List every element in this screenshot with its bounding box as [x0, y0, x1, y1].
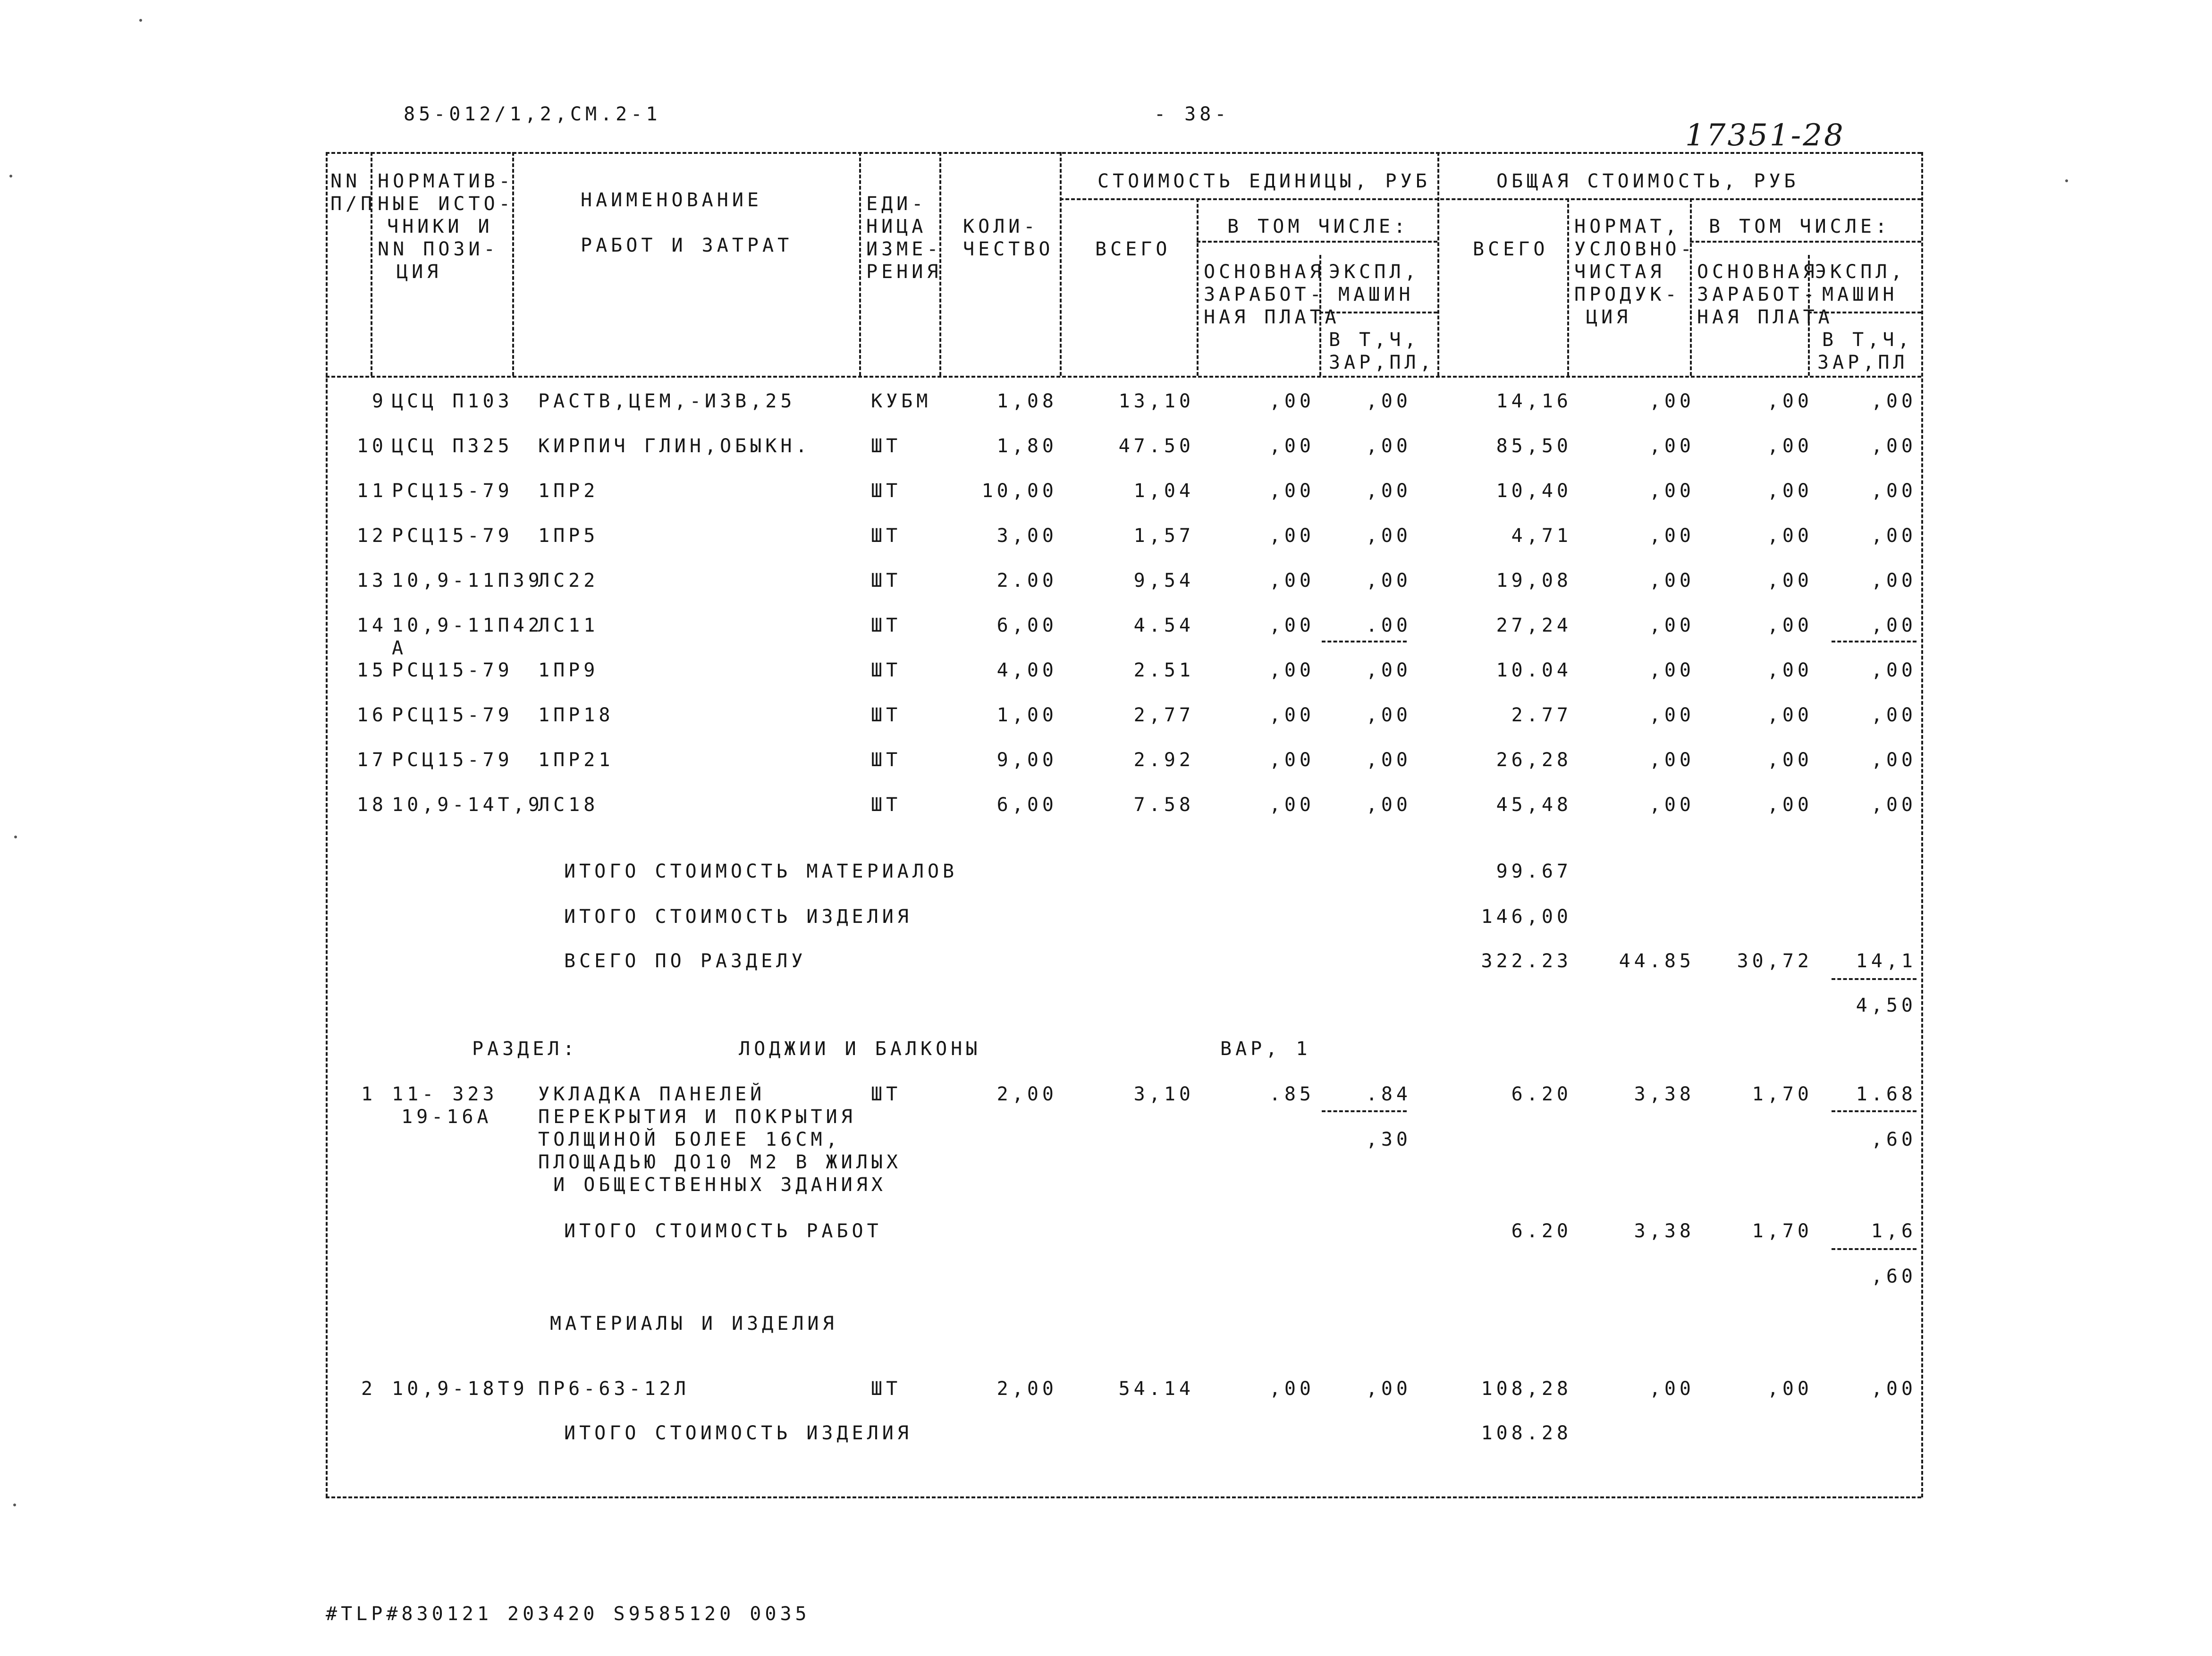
row-total: 27,24 — [1496, 615, 1572, 636]
row-total: 19,08 — [1496, 570, 1572, 591]
footer-code: #TLP#830121 203420 S9585120 0035 — [326, 1603, 811, 1625]
row-name: РАСТВ,ЦЕМ,-ИЗВ,25 — [538, 390, 796, 412]
summary-section-base: 30,72 — [1737, 950, 1813, 972]
material-row-code: 10,9-18Т9 — [392, 1378, 528, 1400]
row-unit-mach: ,00 — [1366, 390, 1411, 412]
row-unit-mach: ,00 — [1366, 570, 1411, 591]
scan-speck — [13, 1504, 16, 1506]
header-norm-3: ЧНИКИ И — [387, 216, 493, 237]
row-base: ,00 — [1767, 570, 1813, 591]
row-name: 1ПР21 — [538, 749, 614, 771]
row-code: РСЦ15-79 — [392, 525, 513, 547]
row-unit-total: 7.58 — [1133, 794, 1194, 816]
row-mach: ,00 — [1871, 794, 1917, 816]
divider-qty — [1060, 152, 1062, 376]
row-unit: КУБМ — [871, 390, 932, 412]
row-unit-base: ,00 — [1269, 480, 1315, 502]
work-total-underline — [1832, 1248, 1917, 1250]
row-number: 14 — [356, 615, 387, 636]
row-unit-total: 2.51 — [1133, 659, 1194, 681]
row-norm: ,00 — [1649, 480, 1695, 502]
row-name: 1ПР2 — [538, 480, 599, 502]
row-unit: ШТ — [871, 704, 902, 726]
summary-section-norm: 44.85 — [1619, 950, 1695, 972]
row-qty: 9,00 — [996, 749, 1057, 771]
row-qty: 2.00 — [996, 570, 1057, 591]
row-base: ,00 — [1767, 480, 1813, 502]
row-unit-total: 47.50 — [1118, 435, 1194, 457]
row-qty: 6,00 — [996, 794, 1057, 816]
row-total: 85,50 — [1496, 435, 1572, 457]
header-total-mach-1: ЭКСПЛ, — [1815, 261, 1906, 283]
header-total-incl: В ТОМ ЧИСЛЕ: — [1709, 216, 1891, 237]
header-nn-1: NN — [330, 170, 361, 192]
header-unit-mach-1: ЭКСПЛ, — [1329, 261, 1420, 283]
row-unit-base: ,00 — [1269, 390, 1315, 412]
row-unit-mach: ,00 — [1366, 749, 1411, 771]
header-norm-5: ЦИЯ — [397, 261, 442, 283]
header-qty-2: ЧЕСТВО — [963, 238, 1054, 260]
row-code-suffix: А — [392, 637, 407, 659]
row-number: 9 — [371, 390, 387, 412]
header-norm-net-4: ПРОДУК- — [1574, 284, 1680, 305]
row-mach: ,00 — [1871, 435, 1917, 457]
header-unit-wage-2: ЗАР,ПЛ, — [1329, 352, 1435, 373]
unit-incl-underline — [1197, 241, 1437, 243]
row-mach: ,00 — [1871, 615, 1917, 636]
table-left-border — [326, 152, 328, 1497]
work-total-norm: 3,38 — [1634, 1220, 1695, 1242]
row-base: ,00 — [1767, 704, 1813, 726]
header-unit-4: РЕНИЯ — [866, 261, 942, 283]
row-qty: 10,00 — [981, 480, 1057, 502]
row-norm: ,00 — [1649, 525, 1695, 547]
row-base: ,00 — [1767, 390, 1813, 412]
row-total: 26,28 — [1496, 749, 1572, 771]
material-row-unit-total: 54.14 — [1118, 1378, 1194, 1400]
row-mach: ,00 — [1871, 570, 1917, 591]
table-right-border — [1921, 152, 1923, 1497]
row-total: 14,16 — [1496, 390, 1572, 412]
row-unit-total: 2,77 — [1133, 704, 1194, 726]
header-norm-net-1: НОРМАТ, — [1574, 216, 1680, 237]
work-row-total-underline — [1832, 1110, 1917, 1112]
row-number: 17 — [356, 749, 387, 771]
row-unit-base: ,00 — [1269, 749, 1315, 771]
material-row-norm: ,00 — [1649, 1378, 1695, 1400]
header-norm-1: НОРМАТИВ- — [378, 170, 514, 192]
row-number: 13 — [356, 570, 387, 591]
header-bottom-border — [326, 376, 1921, 378]
row-base: ,00 — [1767, 615, 1813, 636]
material-total-label: ИТОГО СТОИМОСТЬ ИЗДЕЛИЯ — [564, 1422, 912, 1444]
summary-materials-label: ИТОГО СТОИМОСТЬ МАТЕРИАЛОВ — [564, 861, 958, 882]
row-qty: 1,00 — [996, 704, 1057, 726]
header-unit-2: НИЦА — [866, 216, 927, 237]
header-unit-total: ВСЕГО — [1095, 238, 1171, 260]
summary-section-label: ВСЕГО ПО РАЗДЕЛУ — [564, 950, 807, 972]
row-qty: 3,00 — [996, 525, 1057, 547]
row-unit-base: ,00 — [1269, 659, 1315, 681]
row-mach: ,00 — [1871, 480, 1917, 502]
row-norm: ,00 — [1649, 390, 1695, 412]
row-unit-mach: ,00 — [1366, 525, 1411, 547]
header-unit-base-2: ЗАРАБОТ- — [1204, 284, 1325, 305]
row-unit-base: ,00 — [1269, 525, 1315, 547]
divider-u-total — [1197, 198, 1199, 376]
header-total-mach-2: МАШИН — [1822, 284, 1898, 305]
work-row-unit-underline — [1322, 1110, 1407, 1112]
section-variant: ВАР, 1 — [1220, 1038, 1311, 1060]
work-row-norm: 3,38 — [1634, 1083, 1695, 1105]
row-unit-mach: ,00 — [1366, 480, 1411, 502]
header-total-base-3: НАЯ ПЛАТА — [1697, 306, 1833, 328]
row-mach: ,00 — [1871, 525, 1917, 547]
scan-speck — [14, 836, 17, 838]
row-qty: 6,00 — [996, 615, 1057, 636]
section-label: РАЗДЕЛ: — [472, 1038, 578, 1060]
row-unit-total: 4.54 — [1133, 615, 1194, 636]
header-unit-base-1: ОСНОВНАЯ — [1204, 261, 1325, 283]
work-row-name-4: ПЛОЩАДЬЮ ДО10 М2 В ЖИЛЫХ — [538, 1151, 902, 1173]
divider-name — [859, 152, 861, 376]
row-code: РСЦ15-79 — [392, 704, 513, 726]
header-unit-base-3: НАЯ ПЛАТА — [1204, 306, 1340, 328]
divider-unit-group — [1437, 152, 1439, 376]
row-base: ,00 — [1767, 525, 1813, 547]
row-mach: ,00 — [1871, 390, 1917, 412]
row-total: 10,40 — [1496, 480, 1572, 502]
header-nn-2: П/П — [330, 193, 376, 215]
work-row-name-2: ПЕРЕКРЫТИЯ И ПОКРЫТИЯ — [538, 1106, 856, 1128]
row-unit-underline — [1322, 641, 1407, 642]
total-incl-underline — [1690, 241, 1921, 243]
handwritten-reference: 17351-28 — [1685, 118, 1845, 153]
row-qty: 1,08 — [996, 390, 1057, 412]
work-total-base: 1,70 — [1752, 1220, 1813, 1242]
header-total-cost-group: ОБЩАЯ СТОИМОСТЬ, РУБ — [1496, 170, 1799, 192]
row-code: 10,9-11П42 — [392, 615, 543, 636]
divider-nn — [371, 152, 372, 376]
row-unit: ШТ — [871, 749, 902, 771]
row-norm: ,00 — [1649, 435, 1695, 457]
row-total: 2.77 — [1511, 704, 1572, 726]
material-total-total: 108.28 — [1481, 1422, 1572, 1444]
scan-speck — [139, 19, 142, 22]
work-row-code: 11- 323 — [392, 1083, 498, 1105]
header-total-base-2: ЗАРАБОТ- — [1697, 284, 1818, 305]
header-unit-incl: В ТОМ ЧИСЛЕ: — [1227, 216, 1409, 237]
row-unit-mach: ,00 — [1366, 704, 1411, 726]
row-unit: ШТ — [871, 615, 902, 636]
header-qty-1: КОЛИ- — [963, 216, 1039, 237]
header-norm-2: НЫЕ ИСТО- — [378, 193, 514, 215]
material-row-total: 108,28 — [1481, 1378, 1572, 1400]
header-total-total: ВСЕГО — [1473, 238, 1549, 260]
row-unit: ШТ — [871, 435, 902, 457]
summary-materials-total: 99.67 — [1496, 861, 1572, 882]
row-mach: ,00 — [1871, 749, 1917, 771]
row-number: 15 — [356, 659, 387, 681]
row-norm: ,00 — [1649, 570, 1695, 591]
row-number: 16 — [356, 704, 387, 726]
row-base: ,00 — [1767, 659, 1813, 681]
row-unit: ШТ — [871, 659, 902, 681]
row-name: 1ПР5 — [538, 525, 599, 547]
material-row-base: ,00 — [1767, 1378, 1813, 1400]
header-unit-cost-group: СТОИМОСТЬ ЕДИНИЦЫ, РУБ — [1098, 170, 1431, 192]
scan-speck — [9, 175, 12, 177]
row-name: ЛС11 — [538, 615, 599, 636]
header-name-2: РАБОТ И ЗАТРАТ — [581, 235, 793, 256]
row-total: 4,71 — [1511, 525, 1572, 547]
divider-t-norm — [1690, 198, 1692, 376]
work-total-mach-wage: ,60 — [1871, 1266, 1917, 1287]
header-norm-net-5: ЦИЯ — [1586, 306, 1632, 328]
work-row-qty: 2,00 — [996, 1083, 1057, 1105]
work-row-base: 1,70 — [1752, 1083, 1813, 1105]
row-norm: ,00 — [1649, 659, 1695, 681]
row-name: КИРПИЧ ГЛИН,ОБЫКН. — [538, 435, 811, 457]
work-total-total: 6.20 — [1511, 1220, 1572, 1242]
row-number: 11 — [356, 480, 387, 502]
row-base: ,00 — [1767, 435, 1813, 457]
row-number: 18 — [356, 794, 387, 816]
header-unit-wage-1: В Т,Ч, — [1329, 329, 1420, 351]
material-row-mach: ,00 — [1871, 1378, 1917, 1400]
header-total-base-1: ОСНОВНАЯ — [1697, 261, 1818, 283]
section-title: ЛОДЖИИ И БАЛКОНЫ — [739, 1038, 981, 1060]
row-norm: ,00 — [1649, 615, 1695, 636]
row-base: ,00 — [1767, 749, 1813, 771]
row-unit-base: ,00 — [1269, 570, 1315, 591]
document-code: 85-012/1,2,СМ.2-1 — [404, 103, 661, 125]
row-number: 12 — [356, 525, 387, 547]
material-row-unit: ШТ — [871, 1378, 902, 1400]
row-code: ЦСЦ П103 — [392, 390, 513, 412]
row-unit-total: 2.92 — [1133, 749, 1194, 771]
row-code: 10,9-14Т,9 — [392, 794, 543, 816]
work-row-unit-total: 3,10 — [1133, 1083, 1194, 1105]
row-unit-total: 9,54 — [1133, 570, 1194, 591]
header-total-wage-2: ЗАР,ПЛ — [1817, 352, 1908, 373]
summary-section-total: 322.23 — [1481, 950, 1572, 972]
work-row-code-2: 19-16А — [401, 1106, 492, 1128]
summary-products-label: ИТОГО СТОИМОСТЬ ИЗДЕЛИЯ — [564, 906, 912, 928]
row-mach: ,00 — [1871, 659, 1917, 681]
row-code: 10,9-11П39 — [392, 570, 543, 591]
row-number: 10 — [356, 435, 387, 457]
table-bottom-border — [326, 1496, 1921, 1498]
work-row-name-5: И ОБЩЕСТВЕННЫХ ЗДАНИЯХ — [538, 1174, 886, 1196]
summary-section-underline — [1832, 978, 1917, 980]
row-unit: ШТ — [871, 525, 902, 547]
work-row-name-3: ТОЛЩИНОЙ БОЛЕЕ 16СМ, — [538, 1129, 841, 1150]
row-unit-base: ,00 — [1269, 435, 1315, 457]
work-total-label: ИТОГО СТОИМОСТЬ РАБОТ — [564, 1220, 882, 1242]
row-name: 1ПР18 — [538, 704, 614, 726]
header-norm-4: NN ПОЗИ- — [378, 238, 499, 260]
row-unit: ШТ — [871, 794, 902, 816]
row-unit-total: 1,04 — [1133, 480, 1194, 502]
materials-heading: МАТЕРИАЛЫ И ИЗДЕЛИЯ — [550, 1313, 838, 1335]
row-norm: ,00 — [1649, 794, 1695, 816]
material-row-unit-base: ,00 — [1269, 1378, 1315, 1400]
row-code: РСЦ15-79 — [392, 659, 513, 681]
row-unit-base: ,00 — [1269, 704, 1315, 726]
material-row-qty: 2,00 — [996, 1378, 1057, 1400]
work-row-mach-wage: ,60 — [1871, 1129, 1917, 1150]
material-row-name: ПР6-63-12Л — [538, 1378, 690, 1400]
row-norm: ,00 — [1649, 704, 1695, 726]
row-unit-base: ,00 — [1269, 794, 1315, 816]
header-norm-net-2: УСЛОВНО- — [1574, 238, 1696, 260]
header-name-1: НАИМЕНОВАНИЕ — [581, 189, 762, 211]
header-unit-mach-2: МАШИН — [1338, 284, 1414, 305]
table-top-border — [326, 152, 1921, 154]
material-row-number: 2 — [361, 1378, 377, 1400]
work-row-number: 1 — [361, 1083, 377, 1105]
group-header-underline — [1060, 198, 1921, 200]
divider-t-total — [1567, 198, 1569, 376]
row-qty: 1,80 — [996, 435, 1057, 457]
work-row-unit-mach: .84 — [1366, 1083, 1411, 1105]
row-unit-total: 1,57 — [1133, 525, 1194, 547]
row-unit-base: ,00 — [1269, 615, 1315, 636]
row-code: РСЦ15-79 — [392, 749, 513, 771]
summary-products-total: 146,00 — [1481, 906, 1572, 928]
row-unit-mach: ,00 — [1366, 659, 1411, 681]
row-name: ЛС22 — [538, 570, 599, 591]
scan-speck — [2065, 179, 2068, 182]
row-unit-mach: ,00 — [1366, 435, 1411, 457]
row-unit-mach: ,00 — [1366, 794, 1411, 816]
header-norm-net-3: ЧИСТАЯ — [1574, 261, 1665, 283]
row-total: 10.04 — [1496, 659, 1572, 681]
work-row-unit: ШТ — [871, 1083, 902, 1105]
work-total-mach: 1,6 — [1871, 1220, 1917, 1242]
header-total-wage-1: В Т,Ч, — [1822, 329, 1913, 351]
row-base: ,00 — [1767, 794, 1813, 816]
work-row-unit-base: .85 — [1269, 1083, 1315, 1105]
row-unit-total: 13,10 — [1118, 390, 1194, 412]
row-code: РСЦ15-79 — [392, 480, 513, 502]
row-qty: 4,00 — [996, 659, 1057, 681]
row-unit: ШТ — [871, 480, 902, 502]
header-unit-3: ИЗМЕ- — [866, 238, 942, 260]
row-mach: ,00 — [1871, 704, 1917, 726]
row-name: 1ПР9 — [538, 659, 599, 681]
header-unit-1: ЕДИ- — [866, 193, 927, 215]
page-number: - 38- — [1154, 103, 1230, 125]
summary-section-mach: 14,1 — [1856, 950, 1917, 972]
row-name: ЛС18 — [538, 794, 599, 816]
summary-section-mach-wage: 4,50 — [1856, 995, 1917, 1016]
work-row-name-1: УКЛАДКА ПАНЕЛЕЙ — [538, 1083, 766, 1105]
row-code: ЦСЦ П325 — [392, 435, 513, 457]
row-total: 45,48 — [1496, 794, 1572, 816]
row-unit: ШТ — [871, 570, 902, 591]
row-total-underline — [1832, 641, 1917, 642]
work-row-unit-mach-wage: ,30 — [1366, 1129, 1411, 1150]
row-norm: ,00 — [1649, 749, 1695, 771]
work-row-mach: 1.68 — [1856, 1083, 1917, 1105]
material-row-unit-mach: ,00 — [1366, 1378, 1411, 1400]
row-unit-mach: .00 — [1366, 615, 1411, 636]
work-row-total: 6.20 — [1511, 1083, 1572, 1105]
